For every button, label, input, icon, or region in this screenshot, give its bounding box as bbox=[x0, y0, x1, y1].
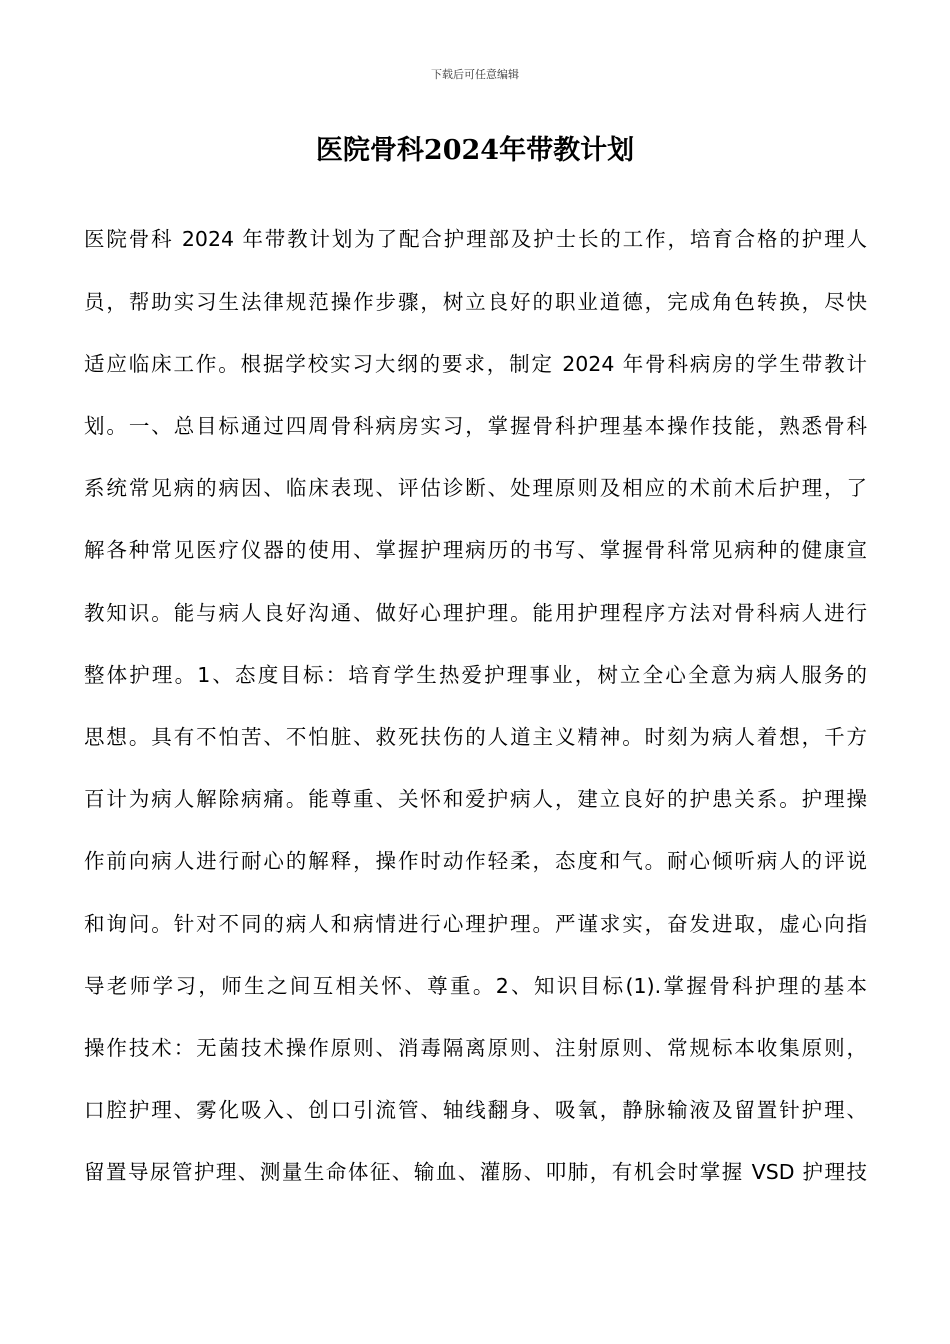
body-line: 解各种常见医疗仪器的使用、掌握护理病历的书写、掌握骨科常见病种的健康宣 bbox=[84, 538, 867, 562]
body-line: 划。一、总目标通过四周骨科病房实习，掌握骨科护理基本操作技能，熟悉骨科 bbox=[84, 414, 867, 438]
body-line: 医院骨科 2024 年带教计划为了配合护理部及护士长的工作，培育合格的护理人 bbox=[84, 227, 867, 251]
body-line: 留置导尿管护理、测量生命体征、输血、灌肠、叩肺，有机会时掌握 VSD 护理技 bbox=[84, 1160, 867, 1184]
body-line: 员，帮助实习生法律规范操作步骤，树立良好的职业道德，完成角色转换，尽快 bbox=[84, 290, 867, 314]
body-line: 作前向病人进行耐心的解释，操作时动作轻柔，态度和气。耐心倾听病人的评说 bbox=[84, 849, 867, 873]
body-line: 百计为病人解除病痛。能尊重、关怀和爱护病人，建立良好的护患关系。护理操 bbox=[84, 787, 867, 811]
body-line: 和询问。针对不同的病人和病情进行心理护理。严谨求实，奋发进取，虚心向指 bbox=[84, 912, 867, 936]
header-note: 下载后可任意编辑 bbox=[431, 68, 519, 81]
body-line: 思想。具有不怕苦、不怕脏、救死扶伤的人道主义精神。时刻为病人着想，千方 bbox=[84, 725, 867, 749]
body-line: 适应临床工作。根据学校实习大纲的要求，制定 2024 年骨科病房的学生带教计 bbox=[84, 352, 867, 376]
body-line: 操作技术：无菌技术操作原则、消毒隔离原则、注射原则、常规标本收集原则， bbox=[84, 1036, 867, 1060]
document-title: 医院骨科2024年带教计划 bbox=[315, 135, 635, 166]
body-line: 口腔护理、雾化吸入、创口引流管、轴线翻身、吸氧，静脉输液及留置针护理、 bbox=[84, 1098, 867, 1122]
body-line: 整体护理。1、态度目标：培育学生热爱护理事业，树立全心全意为病人服务的 bbox=[84, 663, 867, 687]
body-line: 导老师学习，师生之间互相关怀、尊重。2、知识目标(1).掌握骨科护理的基本 bbox=[84, 974, 867, 998]
body-line: 系统常见病的病因、临床表现、评估诊断、处理原则及相应的术前术后护理，了 bbox=[84, 476, 867, 500]
body-line: 教知识。能与病人良好沟通、做好心理护理。能用护理程序方法对骨科病人进行 bbox=[84, 601, 867, 625]
